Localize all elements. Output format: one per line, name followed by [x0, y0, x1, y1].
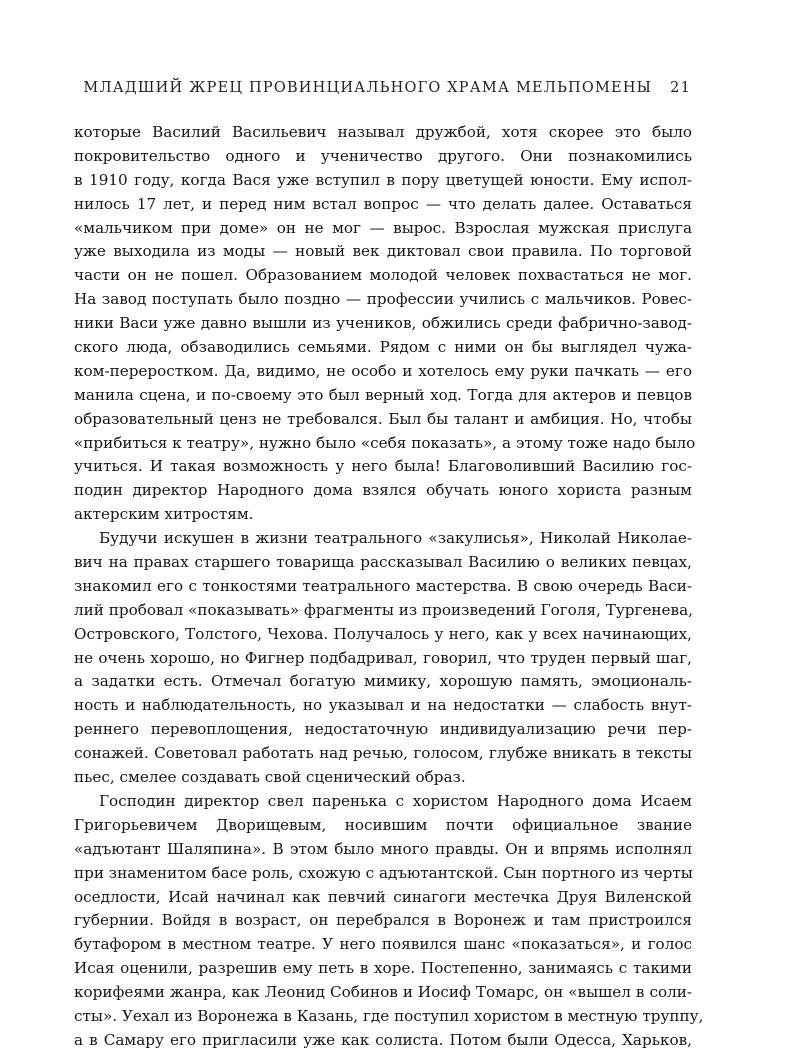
text-line: вич на правах старшего товарища рассказывал Василию о великих певцах,: [74, 553, 692, 572]
text-line: ского люда, обзаводились семьями. Рядом с ними он бы выглядел чужа-: [74, 338, 692, 357]
text-line: корифеями жанра, как Леонид Собинов и Иосиф Томарс, он «вышел в соли-: [74, 983, 692, 1002]
running-header: [83, 77, 691, 99]
text-line: оседлости, Исай начинал как певчий синагоги местечка Друя Виленской: [74, 887, 692, 906]
text-line: Будучи искушен в жизни театрального «закулисья», Николай Николае-: [99, 529, 692, 548]
text-line: а задатки есть. Отмечал богатую мимику, хорошую память, эмоциональ-: [74, 672, 692, 691]
text-line: при знаменитом басе роль, схожую с адъютантской. Сын портного из черты: [74, 863, 693, 882]
text-line: Григорьевичем Дворищевым, носившим почти официальное звание: [74, 815, 692, 834]
text-line: учиться. И такая возможность у него была! Благоволивший Василию гос-: [74, 457, 692, 476]
text-line: а в Самару его пригласили уже как солиста. Потом были Одесса, Харьков,: [74, 1030, 692, 1049]
text-line: уже выходила из моды — новый век диктовал свои правила. По торговой: [74, 242, 692, 261]
text-line: не очень хорошо, но Фигнер подбадривал, говорил, что труден первый шаг,: [74, 648, 692, 667]
text-line: бутафором в местном театре. У него появился шанс «показаться», и голос: [74, 935, 692, 954]
page-number: 21: [670, 80, 691, 96]
text-line: ность и наблюдательность, но указывал и на недостатки — слабость внут-: [74, 696, 692, 715]
text-line: части он не пошел. Образованием молодой человек похвастаться не мог.: [74, 266, 692, 285]
text-line: Островского, Толстого, Чехова. Получалось у него, как у всех начинающих,: [74, 624, 692, 643]
text-line: пьес, смелее создавать свой сценический образ.: [74, 768, 466, 787]
text-line: актерским хитростям.: [74, 505, 254, 524]
text-line: реннего перевоплощения, недостаточную индивидуализацию речи пер-: [74, 720, 692, 739]
text-line: которые Василий Васильевич называл дружбой, хотя скорее это было: [74, 123, 692, 141]
body-text: [74, 121, 704, 1053]
text-line: На завод поступать было поздно — профессии учились с мальчиков. Ровес-: [74, 290, 692, 309]
text-line: нилось 17 лет, и перед ним встал вопрос — что делать далее. Оставаться: [74, 194, 692, 213]
text-line: манила сцена, и по-своему это был верный ход. Тогда для актеров и певцов: [74, 385, 692, 404]
text-line: ники Васи уже давно вышли из учеников, обжились среди фабрично-завод-: [74, 314, 692, 333]
text-line: ком-переростком. Да, видимо, не особо и хотелось ему руки пачкать — его: [74, 361, 692, 380]
text-line: подин директор Народного дома взялся обучать юного хориста разным: [74, 481, 692, 500]
text-line: Господин директор свел паренька с хористом Народного дома Исаем: [99, 791, 692, 810]
text-line: Исая оценили, разрешив ему петь в хоре. Постепенно, занимаясь с такими: [74, 959, 692, 978]
text-line: губернии. Войдя в возраст, он перебрался в Воронеж и там пристроился: [74, 911, 692, 930]
text-line: в 1910 году, когда Вася уже вступил в пору цветущей юности. Ему испол-: [74, 170, 692, 189]
running-title: МЛАДШИЙ ЖРЕЦ ПРОВИНЦИАЛЬНОГО ХРАМА МЕЛЬПОМЕНЫ: [83, 80, 653, 96]
text-line: покровительство одного и ученичество другого. Они познакомились: [74, 146, 692, 165]
text-line: «прибиться к театру», нужно было «себя показать», а этому тоже надо было: [74, 433, 696, 452]
text-line: «мальчиком при доме» он не мог — вырос. Взрослая мужская прислуга: [74, 218, 692, 237]
text-line: образовательный ценз не требовался. Был бы талант и амбиция. Но, чтобы: [74, 409, 692, 428]
text-line: лий пробовал «показывать» фрагменты из произведений Гоголя, Тургенева,: [74, 600, 693, 619]
text-line: «адъютант Шаляпина». В этом было много правды. Он и впрямь исполнял: [74, 839, 692, 858]
text-line: сонажей. Советовал работать над речью, голосом, глубже вникать в тексты: [74, 744, 692, 763]
text-line: знакомил его с тонкостями театрального мастерства. В свою очередь Васи-: [74, 576, 692, 595]
text-line: сты». Уехал из Воронежа в Казань, где поступил хористом в местную труппу,: [74, 1006, 704, 1025]
